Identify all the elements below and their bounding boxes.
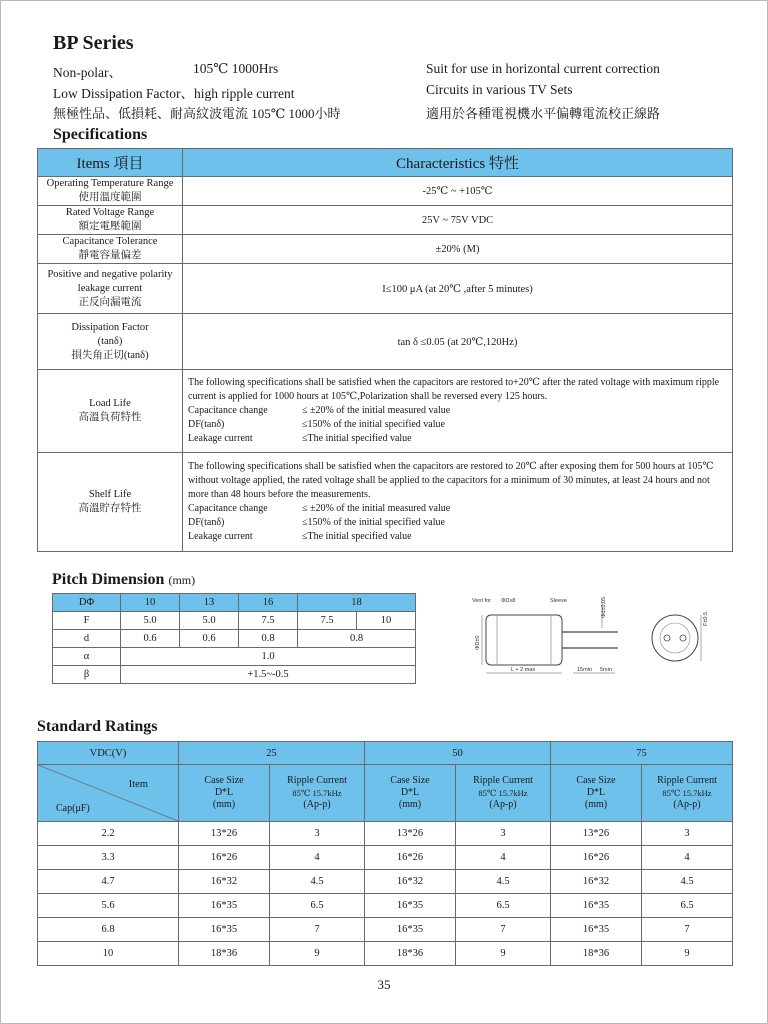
ratings-case-size-header [179,765,270,822]
page-number: 35 [377,977,391,992]
pitch-alpha-value: 1.0 [121,648,416,666]
header-line: Case Size [390,775,430,786]
ratings-ripple-header [642,765,733,822]
ratings-voltage: 75 [551,742,733,765]
ratings-ripple: 7 [456,918,551,942]
spec-item-zh: 高溫負荷特性 [78,412,142,423]
ratings-ripple: 7 [270,918,365,942]
page-title: BP Series [53,32,134,54]
ratings-item-cap-header [38,765,179,822]
ratings-voltage-header [38,742,733,765]
condition-label: Capacitance change [188,405,268,416]
header-line: (Ap-p) [303,799,331,810]
header-line: D*L [400,787,420,798]
shelf-life-description: The following specifications shall be satisfied when the capacitors are restored to 20℃ after exposing them for 500 hours at 105℃ without voltage applied, the rated voltage shall be applied to the capacitors for a minimum of 30 minutes, at least 24 hours and not more than 48 hours before the measurements. [188,461,714,500]
spec-item-zh: 使用溫度範圍 [78,192,142,203]
pitch-label-d: d [53,630,121,648]
header-line: 85℃ 15.7kHz [662,788,712,798]
pitch-d-value: 0.6 [180,630,239,648]
pitch-dimension-table [52,593,416,684]
spec-item-zh: 額定電壓範圍 [78,221,142,232]
condition-value: ≤150% of the initial specified value [302,517,445,528]
ratings-cap: 10 [38,942,179,966]
ratings-column-header [38,765,733,822]
ratings-case-size-header [551,765,642,822]
spec-item-en: Load Life [89,398,131,409]
ratings-vdc-label: VDC(V) [38,742,179,765]
spec-header-characteristics: Characteristics 特性 [183,149,733,177]
label-5min: 5min [600,667,612,673]
header-line: Ripple Current [473,775,533,786]
label-15min: 15min [577,667,592,673]
header-line: (mm) [212,799,236,810]
intro-application-en-2: Circuits in various TV Sets [426,82,573,97]
ratings-voltage: 25 [179,742,365,765]
header-line: Ripple Current [657,775,717,786]
spec-row-tolerance [38,235,733,264]
pitch-f-value: 7.5 [298,612,357,630]
intro-feature-low-df: Low Dissipation Factor、high ripple current [53,86,295,101]
condition-label: Leakage current [188,433,253,444]
pitch-row-diameter [53,594,416,612]
table-row [38,942,733,966]
specifications-heading: Specifications [53,126,148,143]
header-line: 85℃ 15.7kHz [292,788,342,798]
spec-item-en: Capacitance Tolerance [62,236,158,247]
header-line: (Ap-p) [489,799,517,810]
pitch-row-beta [53,666,416,684]
spec-row-shelf-life [38,453,733,552]
pitch-row-f [53,612,416,630]
spec-item-en: Dissipation Factor [71,321,149,333]
condition-label: Leakage current [188,531,253,542]
condition-label: DF(tanδ) [188,419,225,430]
capacitor-end-view [652,615,698,661]
ratings-case-size-header [365,765,456,822]
ratings-case-size: 16*35 [551,918,642,942]
ratings-item-label: Item [128,779,148,790]
spec-item-en: leakage current [77,282,143,294]
table-row [38,894,733,918]
condition-value: ≤150% of the initial specified value [302,419,445,430]
specifications-table [37,148,733,552]
lead-hole [664,635,670,641]
header-line: 85℃ 15.7kHz [478,788,528,798]
header-line: (mm) [584,799,608,810]
spec-value: tan δ ≤0.05 (at 20℃,120Hz) [183,314,733,370]
pitch-f-value: 5.0 [180,612,239,630]
spec-item-en: Positive and negative polarity [47,268,173,280]
pitch-label-beta: β [53,666,121,684]
ratings-ripple: 4.5 [270,870,365,894]
header-line: (mm) [398,799,422,810]
pitch-label-f: F [53,612,121,630]
ratings-case-size: 16*26 [551,846,642,870]
ratings-ripple: 7 [642,918,733,942]
condition-label: Capacitance change [188,503,268,514]
label-lead-diameter: Φd±0.05 [601,596,607,618]
condition-value: ≤The initial specified value [302,531,412,542]
pitch-row-alpha [53,648,416,666]
ratings-ripple: 6.5 [456,894,551,918]
ratings-ripple-header [270,765,365,822]
ratings-case-size: 16*35 [365,894,456,918]
spec-item-en: Shelf Life [88,489,132,500]
table-row [38,846,733,870]
spec-row-dissipation [38,314,733,370]
pitch-f-value: 10 [357,612,416,630]
spec-value: 25V ~ 75V VDC [183,206,733,235]
ratings-ripple: 6.5 [642,894,733,918]
ratings-case-size: 16*35 [179,918,270,942]
header-line: Ripple Current [287,775,347,786]
spec-header-items: Items 項目 [38,149,183,177]
ratings-ripple: 6.5 [270,894,365,918]
ratings-cap: 2.2 [38,822,179,846]
ratings-voltage: 50 [365,742,551,765]
capacitor-dimension-drawing [455,588,725,688]
ratings-case-size: 13*26 [551,822,642,846]
pitch-diameter: 18 [298,594,416,612]
intro-feature-nonpolar: Non-polar、 [53,65,122,80]
intro-application-en-1: Suit for use in horizontal current correction [426,61,660,76]
label-pitch-f: F±0.5 [703,611,709,626]
spec-row-leakage [38,264,733,314]
pitch-d-value: 0.8 [298,630,416,648]
ratings-ripple: 4 [456,846,551,870]
header-line: (Ap-p) [673,799,701,810]
ratings-ripple: 4.5 [456,870,551,894]
label-sleeve: Sleeve [550,598,567,604]
spec-row-voltage [38,206,733,235]
ratings-case-size: 16*35 [179,894,270,918]
ratings-case-size: 18*36 [551,942,642,966]
spec-value: ±20% (M) [183,235,733,264]
condition-value: ≤ ±20% of the initial measured value [302,405,451,416]
condition-value: ≤ ±20% of the initial measured value [302,503,451,514]
ratings-ripple: 9 [456,942,551,966]
label-phi-d: ΦD≥8 [501,598,516,604]
spec-item-zh: 靜電容量偏差 [78,250,142,261]
pitch-d-value: 0.8 [239,630,298,648]
label-body-diameter: ΦD±0 [475,635,481,650]
ratings-cap-label: Cap(μF) [56,803,90,814]
spec-item-en: Rated Voltage Range [65,207,155,218]
header-line: D*L [586,787,606,798]
spec-value: -25℃ ~ +105℃ [183,177,733,206]
pitch-f-value: 7.5 [239,612,298,630]
condition-label: DF(tanδ) [188,517,225,528]
ratings-ripple: 3 [456,822,551,846]
ratings-cap: 6.8 [38,918,179,942]
pitch-label-diameter: DΦ [53,594,121,612]
table-row [38,870,733,894]
spec-item-zh: 正反向漏電流 [78,296,142,308]
pitch-label-alpha: α [53,648,121,666]
spec-item-en: (tanδ) [97,335,123,347]
ratings-ripple: 3 [270,822,365,846]
spec-row-load-life [38,370,733,453]
label-vent: Vent for [472,598,491,604]
table-row [38,822,733,846]
pitch-d-value: 0.6 [121,630,180,648]
intro-application-zh: 適用於各種電視機水平偏轉電流校正線路 [426,106,661,121]
label-length: L + 2 max [511,667,536,673]
ratings-ripple: 4.5 [642,870,733,894]
pitch-diameter: 16 [239,594,298,612]
ratings-case-size: 16*35 [551,894,642,918]
spec-item-en: Operating Temperature Range [46,178,174,189]
ratings-cap: 5.6 [38,894,179,918]
ratings-ripple: 9 [270,942,365,966]
ratings-ripple: 4 [642,846,733,870]
spec-value: I≤100 μA (at 20℃ ,after 5 minutes) [183,264,733,314]
standard-ratings-table [37,741,733,966]
ratings-case-size: 16*32 [179,870,270,894]
ratings-case-size: 16*35 [365,918,456,942]
ratings-case-size: 13*26 [179,822,270,846]
ratings-case-size: 16*32 [365,870,456,894]
header-line: D*L [214,787,234,798]
ratings-cap: 4.7 [38,870,179,894]
ratings-case-size: 13*26 [365,822,456,846]
load-life-description: The following specifications shall be satisfied when the capacitors are restored to+20℃ after the rated voltage with maximum ripple current is applied for 1000 hours at 105℃,Polarization shall be reversed every 125 hours. [188,377,720,402]
ratings-ripple: 9 [642,942,733,966]
pitch-dimension-heading [52,571,195,589]
capacitor-body [486,615,562,665]
ratings-ripple: 4 [270,846,365,870]
pitch-row-d [53,630,416,648]
spec-item-zh: 損失角正切(tanδ) [71,349,149,361]
pitch-dimension-unit: (mm) [168,573,196,587]
ratings-cap: 3.3 [38,846,179,870]
condition-value: ≤The initial specified value [302,433,412,444]
ratings-ripple-header [456,765,551,822]
lead-hole [680,635,686,641]
ratings-case-size: 16*26 [179,846,270,870]
pitch-diameter: 13 [180,594,239,612]
ratings-ripple: 3 [642,822,733,846]
pitch-f-value: 5.0 [121,612,180,630]
ratings-case-size: 18*36 [365,942,456,966]
intro-feature-endurance: 105℃ 1000Hrs [193,61,279,76]
pitch-dimension-title: Pitch Dimension [52,571,165,588]
table-row [38,918,733,942]
header-line: Case Size [204,775,244,786]
pitch-beta-value: +1.5~-0.5 [121,666,416,684]
header-line: Case Size [576,775,616,786]
spec-item-zh: 高溫貯存特性 [78,503,142,514]
standard-ratings-heading: Standard Ratings [37,718,158,735]
ratings-case-size: 18*36 [179,942,270,966]
pitch-diameter: 10 [121,594,180,612]
spec-row-temperature [38,177,733,206]
ratings-case-size: 16*26 [365,846,456,870]
intro-features-zh: 無極性品、低損耗、耐高紋波電流 105℃ 1000小時 [53,106,341,121]
ratings-case-size: 16*32 [551,870,642,894]
